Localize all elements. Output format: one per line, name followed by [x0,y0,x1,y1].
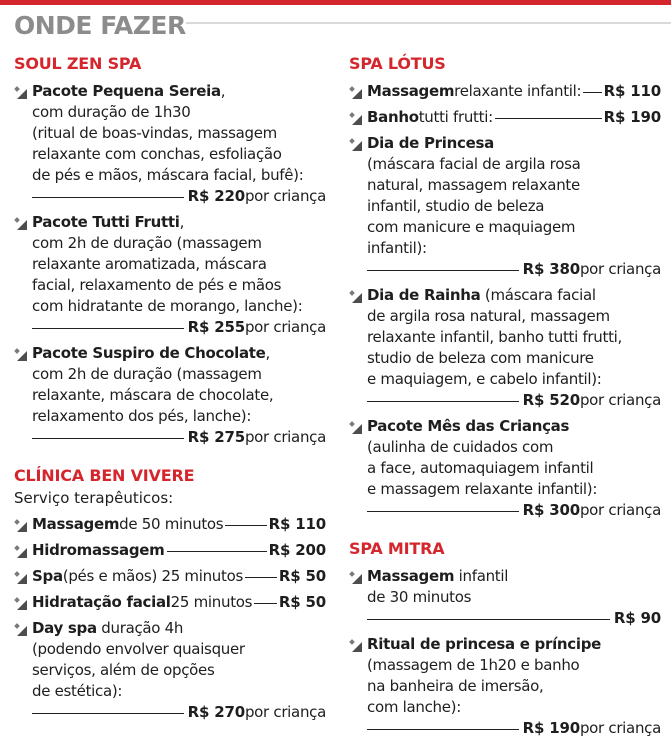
item-heading-line [32,81,326,102]
leader-line [367,619,610,620]
item-name: Massagem [32,515,120,533]
item-description-line: e massagem relaxante infantil): [367,480,598,498]
item-price: R$ 300 [522,501,580,519]
price-line [32,427,326,448]
item-description-line: (ritual de boas-vindas, massagem [32,124,277,142]
price-unit: por criança [244,318,326,336]
item-name: Pacote Suspiro de Chocolate [32,344,266,362]
item-description-line: relaxante com conchas, esfoliação [32,145,282,163]
item-name: Dia de Rainha [367,286,481,304]
item-name: Pacote Pequena Sereia [32,82,221,100]
arrow-bullet-icon [14,623,28,637]
list-item [349,285,661,411]
item-description-line: com manicure e maquiagem [367,218,576,236]
leader-line [367,270,519,271]
item-inline-line [32,592,326,613]
list-item [349,107,661,128]
item-description-line: facial, relaxamento de pés e mãos [32,276,282,294]
section-title-spa-lotus: SPA LÓTUS [349,54,446,73]
item-description-line: relaxante, máscara de chocolate, [32,386,274,404]
item-name: Pacote Mês das Crianças [367,417,570,435]
item-description-line: de pés e mãos, máscara facial, bufê): [32,166,304,184]
price-line [32,186,326,207]
item-description-line: (massagem de 1h20 e banho [367,656,580,674]
list-item [349,416,661,521]
arrow-bullet-icon [349,639,363,653]
item-heading-line [32,618,326,639]
leader-line [367,729,519,730]
leader-line [32,328,184,329]
item-detail: , [179,213,185,231]
list-item [14,592,326,613]
item-description-line: serviços, além de opções [32,661,215,679]
list-item [14,81,326,207]
top-accent-bar [0,0,671,5]
list-item [349,81,661,102]
page-title: ONDE FAZER [14,11,186,40]
price-unit: por criança [244,703,326,721]
section-title-spa-mitra: SPA MITRA [349,539,445,558]
item-description-line: com lanche): [367,698,461,716]
item-description-line: e maquiagem, e cabelo infantil): [367,370,602,388]
item-description-line: a face, automaquiagem infantil [367,459,594,477]
list-item [349,566,661,629]
item-price: R$ 220 [187,187,245,205]
price-unit: por criança [244,187,326,205]
arrow-bullet-icon [14,519,28,533]
list-item [349,634,661,739]
item-price: R$ 90 [613,609,661,627]
item-description-line: com hidratante de morango, lanche): [32,297,303,315]
item-description-line: relaxante infantil, banho tutti frutti, [367,328,622,346]
arrow-bullet-icon [349,571,363,585]
item-heading-line [367,285,661,306]
item-name: Dia de Princesa [367,134,494,152]
item-name: Banho [367,108,419,126]
item-description-line: com duração de 1h30 [32,103,191,121]
list-item [14,618,326,723]
list-item [14,514,326,535]
item-heading-line [367,634,661,655]
item-price: R$ 255 [187,318,245,336]
item-price: R$ 200 [268,541,326,559]
item-description-line: com 2h de duração (massagem [32,234,262,252]
leader-line [583,92,601,93]
list-item [14,540,326,561]
item-description-line: relaxante aromatizada, máscara [32,255,267,273]
item-name: Massagem [367,82,455,100]
item-heading-line [32,343,326,364]
price-line [367,259,661,280]
price-line [32,702,326,723]
item-inline-line [32,540,326,561]
price-unit: por criança [579,501,661,519]
price-unit: por criança [244,428,326,446]
item-name: Massagem [367,567,455,585]
leader-line [367,511,519,512]
price-line [367,718,661,739]
arrow-bullet-icon [14,86,28,100]
leader-line [245,577,277,578]
list-item [349,133,661,280]
item-inline-line [32,566,326,587]
item-price: R$ 270 [187,703,245,721]
leader-line [254,603,277,604]
item-description-line: de 30 minutos [367,588,472,606]
price-line [32,317,326,338]
price-line [367,500,661,521]
leader-line [32,438,184,439]
section-intro: Serviço terapêuticos: [14,489,174,507]
item-name: Hidromassagem [32,541,165,559]
right-column [349,52,661,739]
leader-line [225,525,266,526]
item-inline-line [367,81,661,102]
item-heading-line [367,133,661,154]
leader-line [495,118,602,119]
item-detail: de 50 minutos [119,515,224,533]
item-name: Day spa [32,619,97,637]
arrow-bullet-icon [349,86,363,100]
arrow-bullet-icon [14,217,28,231]
item-description-line: de argila rosa natural, massagem [367,307,610,325]
item-price: R$ 110 [268,515,326,533]
item-inline-line [367,107,661,128]
item-description-line: (aulinha de cuidados com [367,438,554,456]
item-price: R$ 110 [603,82,661,100]
leader-line [367,401,519,402]
arrow-bullet-icon [349,290,363,304]
item-description-line: relaxamento dos pés, lanche): [32,407,252,425]
item-inline-line [32,514,326,535]
section-title-clinica-ben-vivere: CLÍNICA BEN VIVERE [14,466,195,485]
item-price: R$ 190 [522,719,580,737]
item-name: Ritual de princesa e príncipe [367,635,602,653]
item-name: Pacote Tutti Frutti [32,213,180,231]
item-detail: , [265,344,270,362]
item-description-line: com 2h de duração (massagem [32,365,262,383]
item-heading-line [32,212,326,233]
price-line [367,608,661,629]
item-name: Hidratação facial [32,593,171,611]
price-unit: por criança [579,719,661,737]
arrow-bullet-icon [349,421,363,435]
arrow-bullet-icon [14,597,28,611]
price-line [367,390,661,411]
item-description-line: (máscara facial de argila rosa [367,155,581,173]
item-name: Spa [32,567,63,585]
item-detail: infantil [454,567,509,585]
list-item [14,566,326,587]
item-detail: (pés e mãos) 25 minutos [62,567,243,585]
leader-line [32,197,184,198]
price-unit: por criança [579,391,661,409]
item-detail: (máscara facial [480,286,596,304]
item-price: R$ 50 [278,567,326,585]
item-description-line: de estética): [32,682,123,700]
section-title-soul-zen-spa: SOUL ZEN SPA [14,54,142,73]
arrow-bullet-icon [349,138,363,152]
item-price: R$ 50 [278,593,326,611]
item-description-line: infantil, studio de beleza [367,197,545,215]
item-description-line: na banheira de imersão, [367,677,544,695]
item-description-line: natural, massagem relaxante [367,176,580,194]
item-heading-line [367,566,661,587]
item-detail: relaxante infantil: [454,82,582,100]
item-description-line: infantil): [367,239,427,257]
item-heading-line [367,416,661,437]
list-item [14,343,326,448]
arrow-bullet-icon [349,112,363,126]
left-column [14,52,326,723]
item-detail: duração 4h [96,619,184,637]
item-detail: 25 minutos [170,593,253,611]
item-price: R$ 275 [187,428,245,446]
title-divider [186,22,671,24]
item-price: R$ 380 [522,260,580,278]
price-unit: por criança [579,260,661,278]
item-description-line: studio de beleza com manicure [367,349,594,367]
item-detail: , [220,82,226,100]
item-price: R$ 190 [603,108,661,126]
arrow-bullet-icon [14,348,28,362]
item-price: R$ 520 [522,391,580,409]
arrow-bullet-icon [14,571,28,585]
item-description-line: (podendo envolver quaisquer [32,640,245,658]
list-item [14,212,326,338]
arrow-bullet-icon [14,545,28,559]
item-detail: tutti frutti: [418,108,493,126]
leader-line [167,551,267,552]
